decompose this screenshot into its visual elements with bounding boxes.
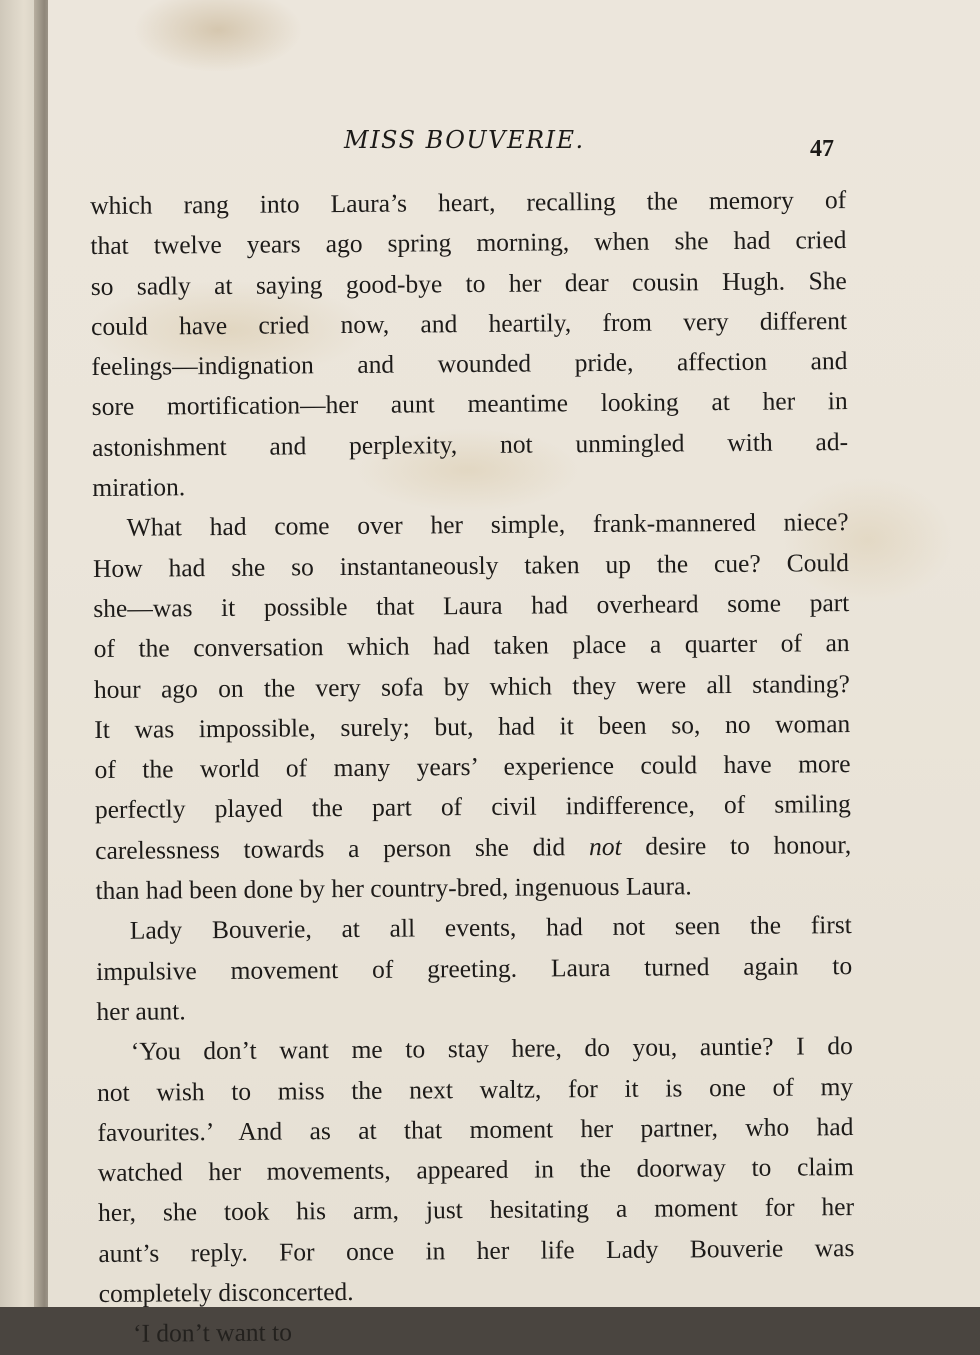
text-line: of the conversation which had taken place a quarter of an [93,628,850,664]
running-head [48,122,980,162]
text-line: perfectly played the part of civil indifference, of smiling [94,789,851,825]
text-line: miration. [92,472,186,503]
text-line: which rang into Laura’s heart, recalling the memory of [90,185,847,220]
text-line: It was impossible, surely; but, had it been so, no woman [94,708,851,744]
text-line: could have cried now, and heartily, from very different [90,305,848,341]
text-line: ‘I don’t want to [132,1317,293,1349]
text-line: favourites.’ And as at that moment her partner, who had [97,1111,854,1147]
line-segment: desire to honour, [621,829,852,861]
running-title: MISS BOUVERIE. [344,126,585,154]
text-line: so sadly at saying good-bye to her dear cousin Hugh. She [90,265,847,301]
emphasis-word: not [588,831,622,861]
text-line: she—was it possible that Laura had overheard some part [93,588,850,623]
text-line: completely disconcerted. [98,1276,354,1308]
text-line: impulsive movement of greeting. Laura turned again to [96,950,853,986]
book-page [48,0,980,1349]
body-text [90,180,855,1355]
text-line: feelings—indignation and wounded pride, affection and [91,346,848,382]
text-line: not wish to miss the next waltz, for it is one of my [97,1071,854,1107]
text-line: watched her movements, appeared in the doorway to claim [97,1152,854,1188]
text-line: How had she so instantaneously taken up the cue? Could [92,547,850,583]
text-line: sore mortification—her aunt meantime looking at her in [91,386,848,422]
text-line: Lady Bouverie, at all events, had not seen the first [129,910,852,946]
line-segment: carelessness towards a person she did [95,831,590,865]
text-line: ‘You don’t want me to stay here, do you, auntie? I do [130,1031,853,1066]
text-line: of the world of many years’ experience could have more [94,749,851,785]
text-line [95,825,851,871]
text-line: that twelve years ago spring morning, when she had cried [90,225,847,261]
text-line: her aunt. [96,996,186,1026]
text-line: aunt’s reply. For once in her life Lady Bouverie was [98,1232,855,1268]
text-line: astonishment and perplexity, not unmingled with ad- [91,426,849,462]
text-line: her, she took his arm, just hesitating a moment for her [97,1192,855,1228]
text-line: What had come over her simple, frank-mannered niece? [126,507,849,543]
page-number: 47 [810,136,834,162]
text-line: hour ago on the very sofa by which they were all standing? [93,668,851,704]
text-line: than had been done by her country-bred, ingenuous Laura. [95,871,692,906]
